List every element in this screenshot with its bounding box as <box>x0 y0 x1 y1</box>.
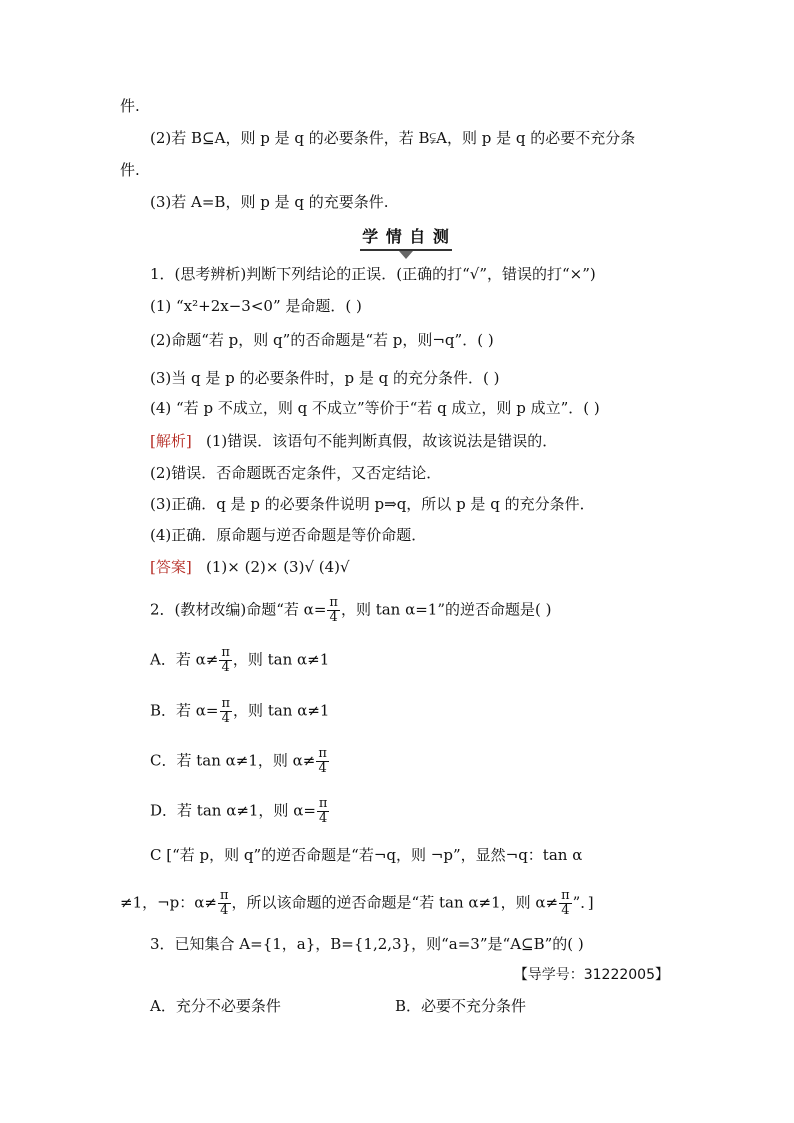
q1-statement-3: (3)当 q 是 p 的必要条件时，p 是 q 的充分条件．( ) <box>150 369 500 387</box>
fraction-denominator: 4 <box>220 903 229 918</box>
intro-line-1: (2)若 B⊆A，则 p 是 q 的必要条件，若 B⫋A，则 p 是 q 的必要不充分条 <box>150 129 636 147</box>
option-d-part-a: D．若 tan α≠1，则 α= <box>150 801 316 820</box>
q2-option-a <box>150 646 329 675</box>
answer-text: (1)× (2)× (3)√ (4)√ <box>206 558 350 576</box>
option-c-part-a: C．若 tan α≠1，则 α≠ <box>150 751 316 770</box>
q2-stem-part-a: 2．(教材改编)命题“若 α= <box>150 600 327 619</box>
q1-statement-1: (1) “x²+2x−3<0” 是命题．( ) <box>150 297 362 315</box>
fraction-denominator: 4 <box>318 761 327 776</box>
section-title <box>360 224 452 247</box>
jiexi-tag: [解析] <box>150 432 192 450</box>
guide-number: 【导学号：31222005】 <box>513 967 669 983</box>
fraction-numerator: π <box>221 696 231 711</box>
fraction-pi-over-4 <box>316 747 329 776</box>
section-title-text: 学 情 自 测 <box>362 227 450 246</box>
q1-answer-line <box>150 557 350 577</box>
fraction-numerator: π <box>318 746 327 761</box>
solution-part-c: ”．] <box>572 893 594 912</box>
fraction-pi-over-4 <box>327 596 340 625</box>
option-b-part-a: B．若 α= <box>150 701 219 720</box>
triangle-down-icon <box>399 251 413 259</box>
fraction-denominator: 4 <box>561 903 570 918</box>
fraction-pi-over-4 <box>219 646 232 675</box>
fraction-pi-over-4 <box>218 889 231 918</box>
fraction-numerator: π <box>219 888 229 903</box>
fraction-denominator: 4 <box>221 660 230 675</box>
q2-stem <box>150 596 552 625</box>
q1-stem: 1．(思考辨析)判断下列结论的正误．(正确的打“√”，错误的打“×”) <box>150 265 596 283</box>
fraction-pi-over-4 <box>317 797 330 826</box>
fraction-denominator: 4 <box>329 610 338 625</box>
q1-statement-2: (2)命题“若 p，则 q”的否命题是“若 p，则¬q”．( ) <box>150 331 494 349</box>
solution-part-b: ，所以该命题的逆否命题是“若 tan α≠1，则 α≠ <box>231 893 559 912</box>
option-a-part-a: A．若 α≠ <box>150 650 219 669</box>
fraction-pi-over-4 <box>559 889 572 918</box>
q2-solution-line-1: C [“若 p，则 q”的逆否命题是“若¬q，则 ¬p”，显然¬q：tan α <box>150 846 583 864</box>
q2-option-c <box>150 747 330 776</box>
fraction-denominator: 4 <box>319 811 328 826</box>
intro-line-3: (3)若 A=B，则 p 是 q 的充要条件. <box>150 193 389 211</box>
fraction-numerator: π <box>329 595 338 610</box>
solution-part-a: ≠1，¬p：α≠ <box>120 893 217 912</box>
q2-option-d <box>150 797 330 826</box>
fraction-numerator: π <box>318 796 328 811</box>
intro-line-2: 件. <box>120 161 140 179</box>
q1-statement-4: (4) “若 p 不成立，则 q 不成立”等价于“若 q 成立，则 p 成立”．( ) <box>150 399 600 417</box>
q2-stem-part-b: ，则 tan α=1”的逆否命题是( ) <box>340 600 552 619</box>
q2-option-b <box>150 697 329 726</box>
q1-jiexi-line-3: (3)正确．q 是 p 的必要条件说明 p⇒q，所以 p 是 q 的充分条件． <box>150 495 595 513</box>
jiexi-text-1: (1)错误．该语句不能判断真假，故该说法是错误的． <box>206 432 558 450</box>
q3-option-a: A．充分不必要条件 <box>150 997 281 1015</box>
option-b-part-b: ，则 tan α≠1 <box>233 701 330 720</box>
fraction-denominator: 4 <box>221 711 230 726</box>
q1-jiexi-line-2: (2)错误．否命题既否定条件，又否定结论． <box>150 464 442 482</box>
fraction-numerator: π <box>561 888 570 903</box>
q1-jiexi-line-1 <box>150 431 557 451</box>
option-a-part-b: ，则 tan α≠1 <box>232 650 330 669</box>
answer-tag: [答案] <box>150 558 192 576</box>
intro-line-0: 件. <box>120 97 140 115</box>
fraction-numerator: π <box>221 645 230 660</box>
q2-solution-line-2 <box>120 889 594 918</box>
q3-stem: 3．已知集合 A={1，a}，B={1,2,3}，则“a=3”是“A⊆B”的( ) <box>150 935 584 953</box>
fraction-pi-over-4 <box>220 697 233 726</box>
q3-option-b: B．必要不充分条件 <box>395 997 527 1015</box>
q1-jiexi-line-4: (4)正确．原命题与逆否命题是等价命题． <box>150 526 427 544</box>
